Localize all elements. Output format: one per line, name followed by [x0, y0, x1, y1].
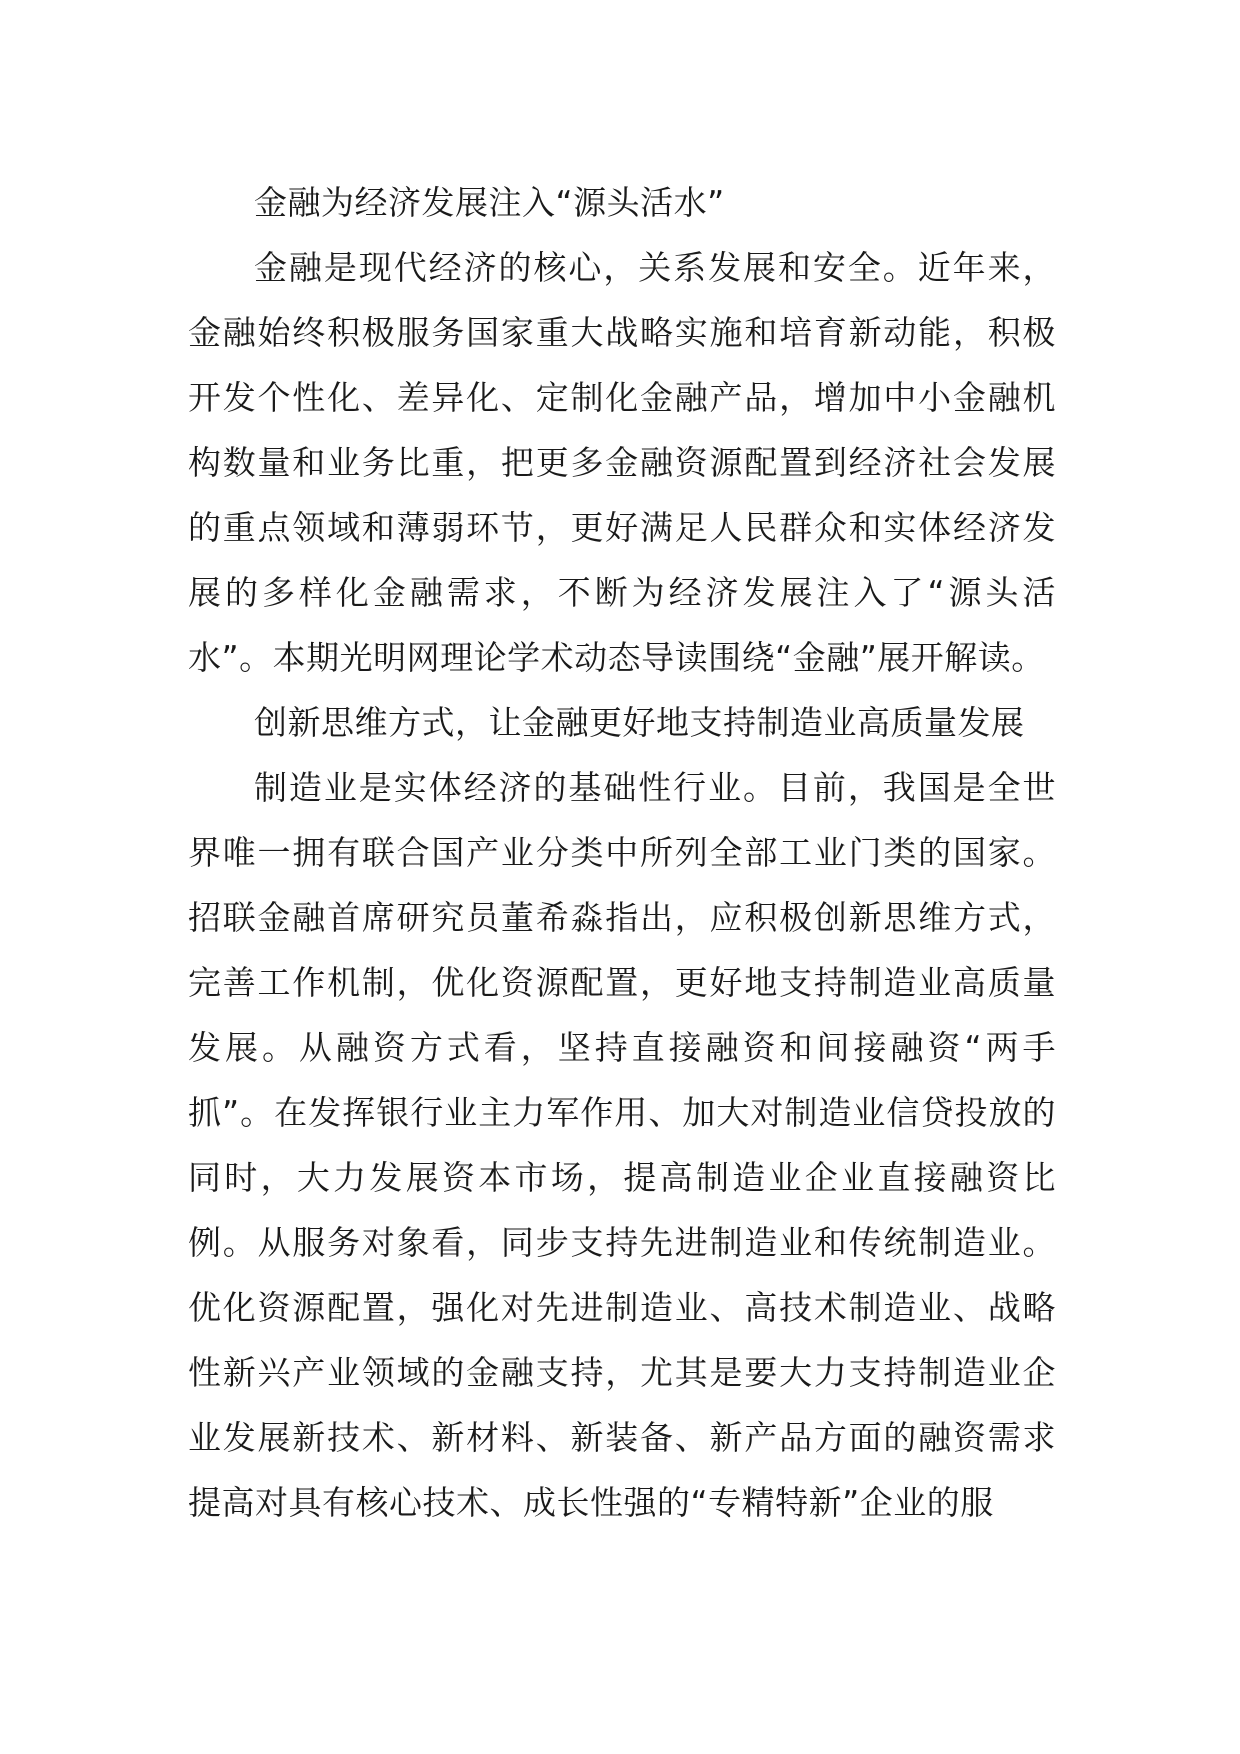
manufacturing-paragraph: 制造业是实体经济的基础性行业。目前，我国是全世界唯一拥有联合国产业分类中所列全部工业门类的国家。招联金融首席研究员董希淼指出，应积极创新思维方式，完善工作机制，优化资源配置，更好地支持制造业高质量发展。从融资方式看，坚持直接融资和间接融资“两手抓”。在发挥银行业主力军作用、加大对制造业信贷投放的同时，大力发展资本市场，提高制造业企业直接融资比例。从服务对象看，同步支持先进制造业和传统制造业。优化资源配置，强化对先进制造业、高技术制造业、战略性新兴产业领域的金融支持，尤其是要大力支持制造业企业发展新技术、新材料、新装备、新产品方面的融资需求提高对具有核心技术、成长性强的“专精特新”企业的服 [188, 768, 1056, 1522]
intro-paragraph: 金融是现代经济的核心，关系发展和安全。近年来，金融始终积极服务国家重大战略实施和培育新动能，积极开发个性化、差异化、定制化金融产品，增加中小金融机构数量和业务比重，把更多金融资源配置到经济社会发展的重点领域和薄弱环节，更好满足人民群众和实体经济发展的多样化金融需求，不断为经济发展注入了“源头活水”。本期光明网理论学术动态导读围绕“金融”展开解读。 [188, 248, 1056, 677]
section-heading-manufacturing: 创新思维方式，让金融更好地支持制造业高质量发展 [254, 703, 1025, 742]
document-body [188, 170, 1056, 1535]
section-heading-finance: 金融为经济发展注入“源头活水” [254, 183, 725, 222]
